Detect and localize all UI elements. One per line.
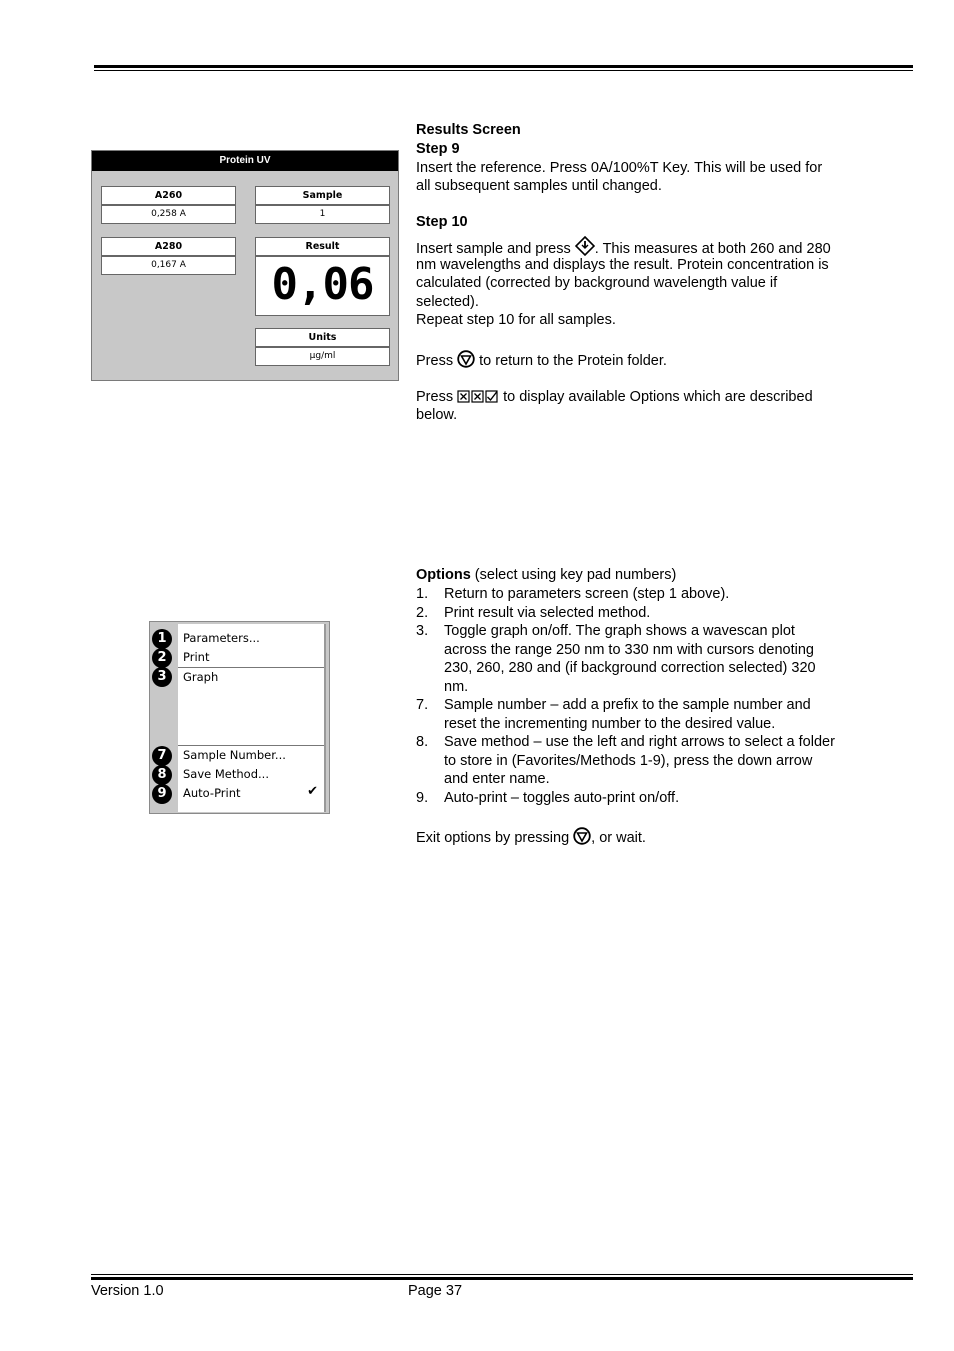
checkmark-icon: ✔	[307, 784, 318, 799]
options-key-icon	[457, 390, 499, 410]
options-item-text: 230, 260, 280 and (if background correction selected) 320	[444, 660, 816, 676]
units-label: Units	[255, 328, 390, 347]
a260-value: 0,258 A	[101, 205, 236, 224]
options-item-text: Sample number – add a prefix to the sample number and	[444, 697, 811, 713]
options-heading: Options	[416, 567, 471, 583]
menu-number-2: 2	[152, 648, 172, 668]
sample-value: 1	[255, 205, 390, 224]
menu-item-print[interactable]: Print	[183, 650, 210, 664]
press-stop-text: to return to the Protein folder.	[475, 353, 667, 369]
menu-item-sample-number[interactable]: Sample Number...	[183, 748, 286, 762]
units-value: µg/ml	[255, 347, 390, 366]
result-label: Result	[255, 237, 390, 256]
options-item-text: across the range 250 nm to 330 nm with cursors denoting	[444, 641, 814, 658]
menu-item-parameters[interactable]: Parameters...	[183, 631, 260, 645]
step10-title: Step 10	[416, 214, 468, 230]
press-options-line2: below.	[416, 407, 458, 423]
options-list-item	[416, 585, 886, 604]
results-heading: Results Screen	[416, 122, 521, 138]
press-options-text: to display available Options which are described	[499, 389, 813, 405]
options-item-number: 9.	[416, 789, 429, 806]
a260-label: A260	[101, 186, 236, 205]
options-item-number: 2.	[416, 604, 429, 621]
options-item-text: Print result via selected method.	[444, 604, 651, 621]
menu-item-save-method[interactable]: Save Method...	[183, 767, 269, 781]
menu-number-7: 7	[152, 746, 172, 766]
step9-line2: all subsequent samples until changed.	[416, 178, 662, 194]
options-list-item	[416, 696, 886, 733]
menu-number-3: 3	[152, 667, 172, 687]
options-item-text: Return to parameters screen (step 1 above).	[444, 586, 730, 602]
menu-divider	[178, 745, 324, 746]
options-item-number: 1.	[416, 586, 429, 602]
step10-pre: Insert sample and press	[416, 241, 575, 257]
step9-title: Step 9	[416, 141, 460, 157]
menu-panel	[178, 624, 326, 812]
options-menu	[149, 621, 330, 814]
footer-version: Version 1.0	[91, 1283, 164, 1299]
options-heading-line	[416, 566, 676, 585]
a280-value: 0,167 A	[101, 256, 236, 275]
options-list-item	[416, 604, 886, 623]
step10-line3: calculated (corrected by background wavelength value if	[416, 275, 778, 291]
options-item-text: Auto-print – toggles auto-print on/off.	[444, 789, 680, 806]
header-rule	[94, 65, 913, 68]
stop-key-icon	[457, 350, 475, 374]
options-item-number: 8.	[416, 734, 429, 750]
options-item-text: and enter name.	[444, 771, 550, 787]
a280-label: A280	[101, 237, 236, 256]
options-item-text: reset the incrementing number to the desired value.	[444, 715, 776, 732]
menu-number-9: 9	[152, 784, 172, 804]
result-value: 0,06	[255, 256, 390, 316]
step10-repeat: Repeat step 10 for all samples.	[416, 312, 616, 328]
press-stop-line	[416, 350, 667, 374]
options-item-number: 7.	[416, 697, 429, 713]
step10-line2: nm wavelengths and displays the result. Protein concentration is	[416, 257, 829, 273]
menu-number-8: 8	[152, 765, 172, 785]
screen-title: Protein UV	[92, 151, 398, 171]
press-word-2: Press	[416, 389, 458, 405]
exit-pre: Exit options by pressing	[416, 830, 574, 846]
menu-number-1: 1	[152, 629, 172, 649]
options-list-item	[416, 789, 886, 808]
options-list	[416, 585, 886, 807]
step10-line4: selected).	[416, 294, 479, 310]
options-item-text: nm.	[444, 678, 469, 695]
press-word: Press	[416, 353, 458, 369]
options-item-text: Save method – use the left and right arrows to select a folder	[444, 734, 835, 750]
options-subheading: (select using key pad numbers)	[470, 567, 677, 583]
options-list-item	[416, 622, 886, 696]
exit-post: , or wait.	[591, 830, 646, 846]
menu-divider	[178, 667, 324, 668]
exit-options-line	[416, 827, 646, 851]
menu-item-graph[interactable]: Graph	[183, 670, 219, 684]
options-item-text: to store in (Favorites/Methods 1-9), press the down arrow	[444, 752, 813, 769]
step9-line1: Insert the reference. Press 0A/100%T Key. This will be used for	[416, 160, 823, 176]
stop-key-icon	[573, 827, 591, 851]
options-item-number: 3.	[416, 623, 429, 639]
footer-page-number: Page 37	[408, 1283, 463, 1299]
menu-item-auto-print[interactable]: Auto-Print	[183, 786, 241, 800]
header-rule-thin	[94, 70, 913, 71]
press-options-line	[416, 388, 813, 410]
options-item-text: Toggle graph on/off. The graph shows a wavescan plot	[444, 623, 795, 639]
footer-rule	[91, 1277, 913, 1280]
options-list-item	[416, 733, 886, 789]
sample-label: Sample	[255, 186, 390, 205]
footer-rule-thin	[91, 1274, 913, 1275]
protein-uv-results-screen	[91, 150, 399, 381]
step10-post: . This measures at both 260 and 280	[594, 241, 831, 257]
